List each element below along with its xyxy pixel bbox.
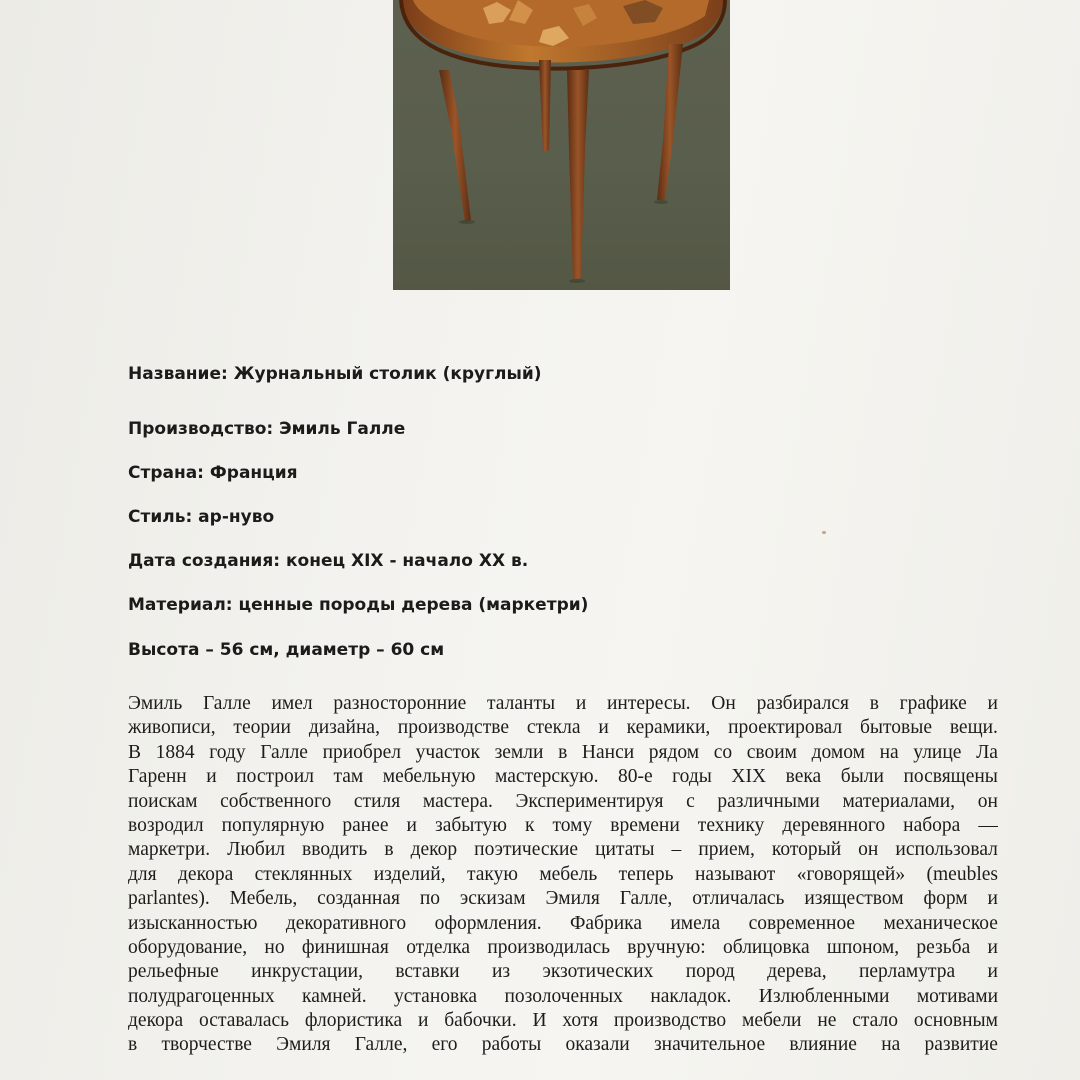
field-producer-value: Эмиль Галле — [279, 419, 406, 439]
field-country — [128, 463, 298, 483]
field-country-value: Франция — [209, 463, 298, 483]
field-date — [128, 551, 528, 571]
field-date-value: конец XIX - начало XX в. — [285, 551, 529, 571]
body-line: В 1884 году Галле приобрел участок земли в Нанси рядом со своим домом на улице Ла — [128, 741, 998, 763]
body-line: Эмиль Галле имел разносторонние таланты и интересы. Он разбирался в графике и — [128, 693, 998, 714]
body-line: оборудование, но финишная отделка производилась вручную: облицовка шпоном, резьба и — [128, 936, 998, 958]
body-line: маркетри. Любил вводить в декор поэтические цитаты – прием, который он использовал — [128, 839, 998, 861]
paper-speck — [822, 531, 826, 534]
coffee-table-image — [393, 0, 730, 290]
field-style — [128, 507, 274, 527]
body-line: полудрагоценных камней. установка позолоченных накладок. Излюбленными мотивами — [128, 985, 998, 1007]
body-line: Гаренн и построил там мебельную мастерскую. 80-е годы XIX века были посвящены — [128, 766, 998, 788]
field-dimensions-label: Высота – 56 см, диаметр – 60 см — [128, 640, 445, 660]
body-line: в творчестве Эмиля Галле, его работы оказали значительное влияние на развитие — [128, 1034, 998, 1056]
body-line: возродил популярную ранее и забытую к тому времени технику деревянного набора — — [128, 814, 998, 836]
field-producer — [128, 419, 405, 439]
field-country-label: Страна: — [128, 463, 204, 483]
field-style-value: ар-нуво — [198, 507, 275, 527]
description-text — [128, 692, 998, 1058]
body-line: поискам собственного стиля мастера. Экспериментируя с различными материалами, он — [128, 790, 998, 812]
body-line: декора оставалась флористика и бабочки. И хотя производство мебели не стало основным — [128, 1010, 998, 1032]
field-date-label: Дата создания: — [128, 551, 281, 571]
body-line: parlantes). Мебель, созданная по эскизам Эмиля Галле, отличалась изяществом форм и — [128, 888, 998, 910]
field-material — [128, 595, 588, 615]
field-style-label: Стиль: — [128, 507, 193, 527]
field-material-value: ценные породы дерева (маркетри) — [238, 595, 589, 615]
table-photo — [393, 0, 730, 290]
field-producer-label: Производство: — [128, 419, 274, 439]
body-line: рельефные инкрустации, вставки из экзотических пород дерева, перламутра и — [128, 961, 998, 983]
field-dimensions — [128, 640, 444, 660]
body-line: для декора стеклянных изделий, такую мебель теперь называют «говорящей» (meubles — [128, 863, 998, 885]
body-line: живописи, теории дизайна, производстве стекла и керамики, проектировал бытовые вещи. — [128, 717, 998, 739]
field-material-label: Материал: — [128, 595, 233, 615]
field-title-label: Название: — [128, 364, 228, 384]
body-line: изысканностью декоративного оформления. Фабрика имела современное механическое — [128, 912, 998, 934]
field-title-value: Журнальный столик (круглый) — [233, 364, 542, 384]
field-title — [128, 364, 542, 384]
